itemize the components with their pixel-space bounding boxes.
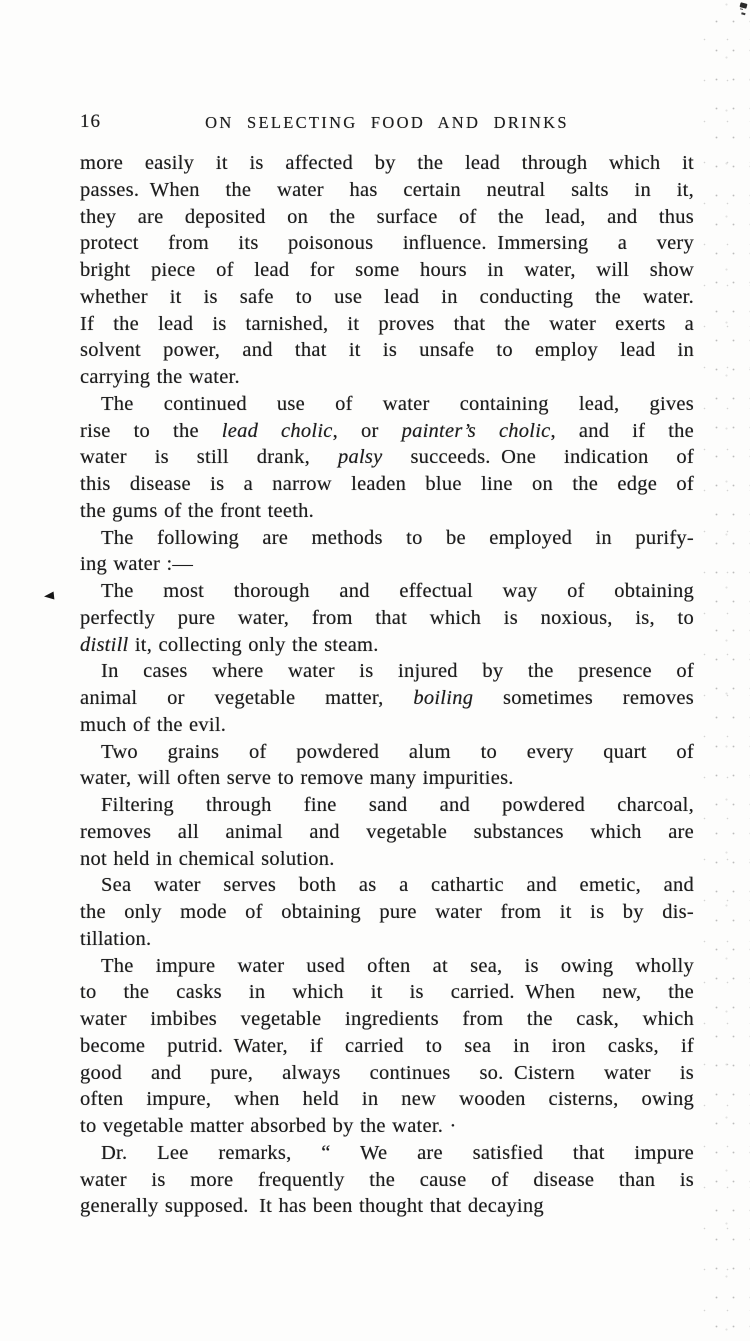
paragraph — [80, 391, 694, 525]
paragraph — [80, 150, 694, 391]
page-body — [80, 150, 694, 1220]
text-line: this disease is a narrow leaden blue line on the edge of — [80, 473, 694, 495]
text-line: solvent power, and that it is unsafe to employ lead in — [80, 339, 694, 362]
text-line: Sea water serves both as a cathartic and emetic, and — [101, 874, 694, 897]
text-line: protect from its poisonous influence. Immersing a very — [80, 232, 694, 255]
italic-term: painter’s cholic — [401, 419, 551, 442]
text-line: they are deposited on the surface of the lead, and thus — [80, 205, 694, 228]
text-line: The continued use of water containing lead, gives — [101, 392, 694, 415]
scan-noise-band — [702, 0, 750, 1341]
text-line: water, will often serve to remove many impurities. — [80, 767, 514, 790]
italic-term: distill — [80, 633, 129, 656]
text-line: Two grains of powdered alum to every quart of — [101, 740, 694, 763]
italic-term: boiling — [413, 687, 474, 709]
text-line: Filtering through fine sand and powdered charcoal, — [101, 794, 694, 816]
italic-term: lead cholic — [221, 419, 333, 442]
text-line: water imbibes vegetable ingredients from the cask, which — [80, 1008, 694, 1030]
text-line: rise to the lead cholic, or painter’s cholic, and if the — [80, 419, 695, 442]
text-line: not held in chemical solution. — [80, 847, 335, 870]
text-line: The following are methods to be employed in purify- — [101, 526, 694, 549]
paragraph — [80, 739, 694, 793]
paragraph — [80, 953, 694, 1140]
scan-corner-smudge — [739, 2, 747, 9]
text-line: perfectly pure water, from that which is noxious, is, to — [80, 606, 694, 629]
text-line: Dr. Lee remarks, “ We are satisfied that impure — [101, 1141, 694, 1164]
italic-term: palsy — [337, 446, 383, 469]
running-header: ON SELECTING FOOD AND DRINKS — [205, 113, 569, 132]
text-line: become putrid. Water, if carried to sea in iron casks, if — [80, 1034, 694, 1057]
text-line: In cases where water is injured by the presence of — [101, 660, 694, 683]
text-line: If the lead is tarnished, it proves that the water exerts a — [80, 312, 694, 335]
text-line: passes. When the water has certain neutral salts in it, — [80, 178, 694, 201]
text-line: animal or vegetable matter, boiling sometimes removes — [80, 687, 694, 709]
text-line: much of the evil. — [80, 713, 227, 736]
text-line: removes all animal and vegetable substances which are — [80, 820, 694, 843]
page-header — [80, 111, 694, 135]
page-number: 16 — [80, 111, 101, 132]
text-line: to vegetable matter absorbed by the water. · — [80, 1115, 457, 1137]
text-line: The most thorough and effectual way of obtaining — [101, 580, 694, 602]
text-line: tillation. — [80, 927, 152, 950]
paragraph — [80, 525, 694, 579]
text-line: water is still drank, palsy succeeds. One indication of — [80, 446, 694, 469]
text-line: the gums of the front teeth. — [80, 499, 315, 522]
text-line: ing water :— — [80, 553, 194, 576]
paragraph — [80, 792, 694, 872]
paragraph — [80, 872, 694, 952]
text-line: carrying the water. — [80, 366, 240, 388]
text-line: often impure, when held in new wooden cisterns, owing — [80, 1088, 694, 1111]
text-line: good and pure, always continues so. Cistern water is — [80, 1061, 694, 1084]
text-line: The impure water used often at sea, is owing wholly — [101, 954, 694, 977]
margin-arrow-icon — [44, 591, 55, 600]
text-line: water is more frequently the cause of disease than is — [80, 1168, 694, 1191]
text-line: more easily it is affected by the lead through which it — [80, 152, 694, 174]
paragraph — [80, 658, 694, 738]
text-line: the only mode of obtaining pure water from it is by dis- — [80, 901, 694, 923]
text-line: whether it is safe to use lead in conducting the water. — [80, 285, 694, 308]
text-line: distill it, collecting only the steam. — [80, 633, 379, 656]
text-line: bright piece of lead for some hours in water, will show — [80, 259, 694, 281]
paragraph — [80, 1140, 694, 1220]
paragraph — [80, 578, 694, 658]
text-line: generally supposed. It has been thought that decaying — [80, 1195, 544, 1218]
text-line: to the casks in which it is carried. When new, the — [80, 981, 694, 1004]
